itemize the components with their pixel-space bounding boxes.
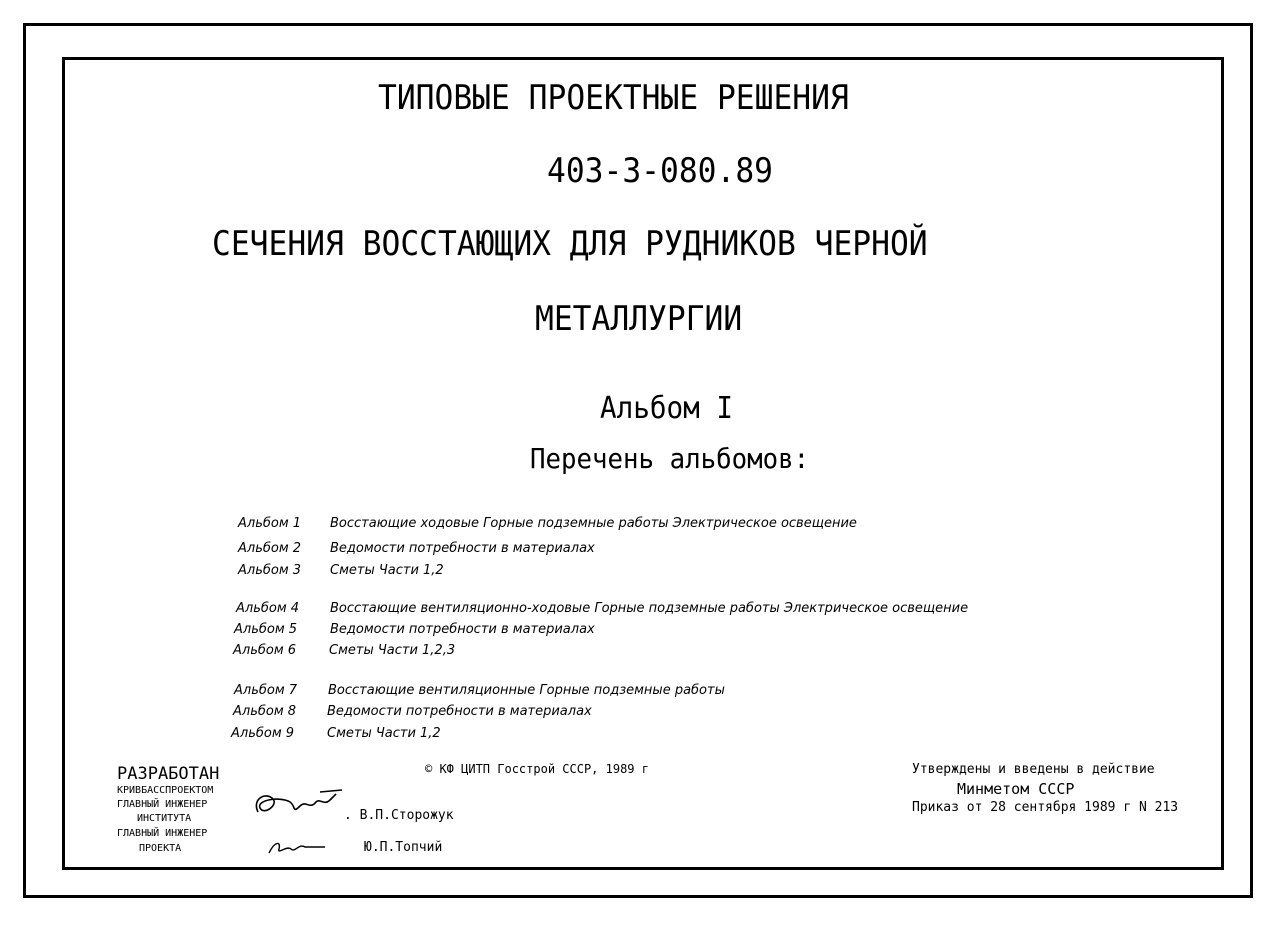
developer-heading: РАЗРАБОТАН (117, 764, 220, 784)
album-description: Сметы Части 1,2 (330, 563, 444, 578)
list-item (238, 516, 857, 531)
title-line-4: МЕТАЛЛУРГИИ (535, 299, 743, 339)
list-item (231, 726, 441, 741)
album-label: Альбом 1 (238, 516, 302, 531)
signature-2 (265, 835, 335, 859)
developer-org: КРИВБАССПРОЕКТОМ (117, 785, 214, 796)
role-institute: ИНСТИТУТА (137, 813, 192, 824)
list-item (234, 622, 595, 637)
album-description: Восстающие ходовые Горные подземные работы Электрическое освещение (330, 516, 857, 531)
approval-line-2: Минметом СССР (957, 780, 1075, 798)
signature-1 (250, 786, 350, 826)
role-chief-engineer-project: ГЛАВНЫЙ ИНЖЕНЕР (117, 828, 208, 839)
approval-line-1: Утверждены и введены в действие (912, 762, 1155, 777)
album-description: Восстающие вентиляционно-ходовые Горные подземные работы Электрическое освещение (330, 601, 969, 616)
signatory-1-name: . В.П.Сторожук (344, 808, 454, 823)
list-item (234, 683, 725, 698)
title-project-code: 403-3-080.89 (547, 151, 773, 191)
album-number: Альбом I (600, 391, 733, 426)
album-description: Восстающие вентиляционные Горные подземные работы (328, 683, 725, 698)
album-label: Альбом 3 (238, 563, 302, 578)
list-heading: Перечень альбомов: (530, 442, 810, 475)
album-description: Ведомости потребности в материалах (330, 541, 595, 556)
album-description: Ведомости потребности в материалах (327, 704, 592, 719)
list-item (233, 643, 455, 658)
list-item (233, 704, 592, 719)
album-label: Альбом 4 (236, 601, 300, 616)
album-description: Сметы Части 1,2,3 (329, 643, 456, 658)
copyright-notice: © КФ ЦИТП Госстрой СССР, 1989 г (425, 762, 649, 776)
album-label: Альбом 5 (234, 622, 298, 637)
album-label: Альбом 9 (231, 726, 295, 741)
role-project: ПРОЕКТА (139, 843, 182, 854)
signatory-2-name: Ю.П.Топчий (364, 840, 443, 855)
approval-line-3: Приказ от 28 сентября 1989 г N 213 (912, 800, 1179, 815)
list-item (238, 563, 444, 578)
album-label: Альбом 6 (233, 643, 297, 658)
title-line-3: СЕЧЕНИЯ ВОССТАЮЩИХ ДЛЯ РУДНИКОВ ЧЕРНОЙ (212, 224, 928, 264)
album-label: Альбом 8 (233, 704, 297, 719)
album-label: Альбом 2 (238, 541, 302, 556)
album-description: Ведомости потребности в материалах (330, 622, 595, 637)
album-label: Альбом 7 (234, 683, 298, 698)
list-item (238, 541, 595, 556)
album-description: Сметы Части 1,2 (327, 726, 441, 741)
title-line-1: ТИПОВЫЕ ПРОЕКТНЫЕ РЕШЕНИЯ (378, 78, 849, 118)
role-chief-engineer-institute: ГЛАВНЫЙ ИНЖЕНЕР (117, 799, 208, 810)
list-item (236, 601, 968, 616)
